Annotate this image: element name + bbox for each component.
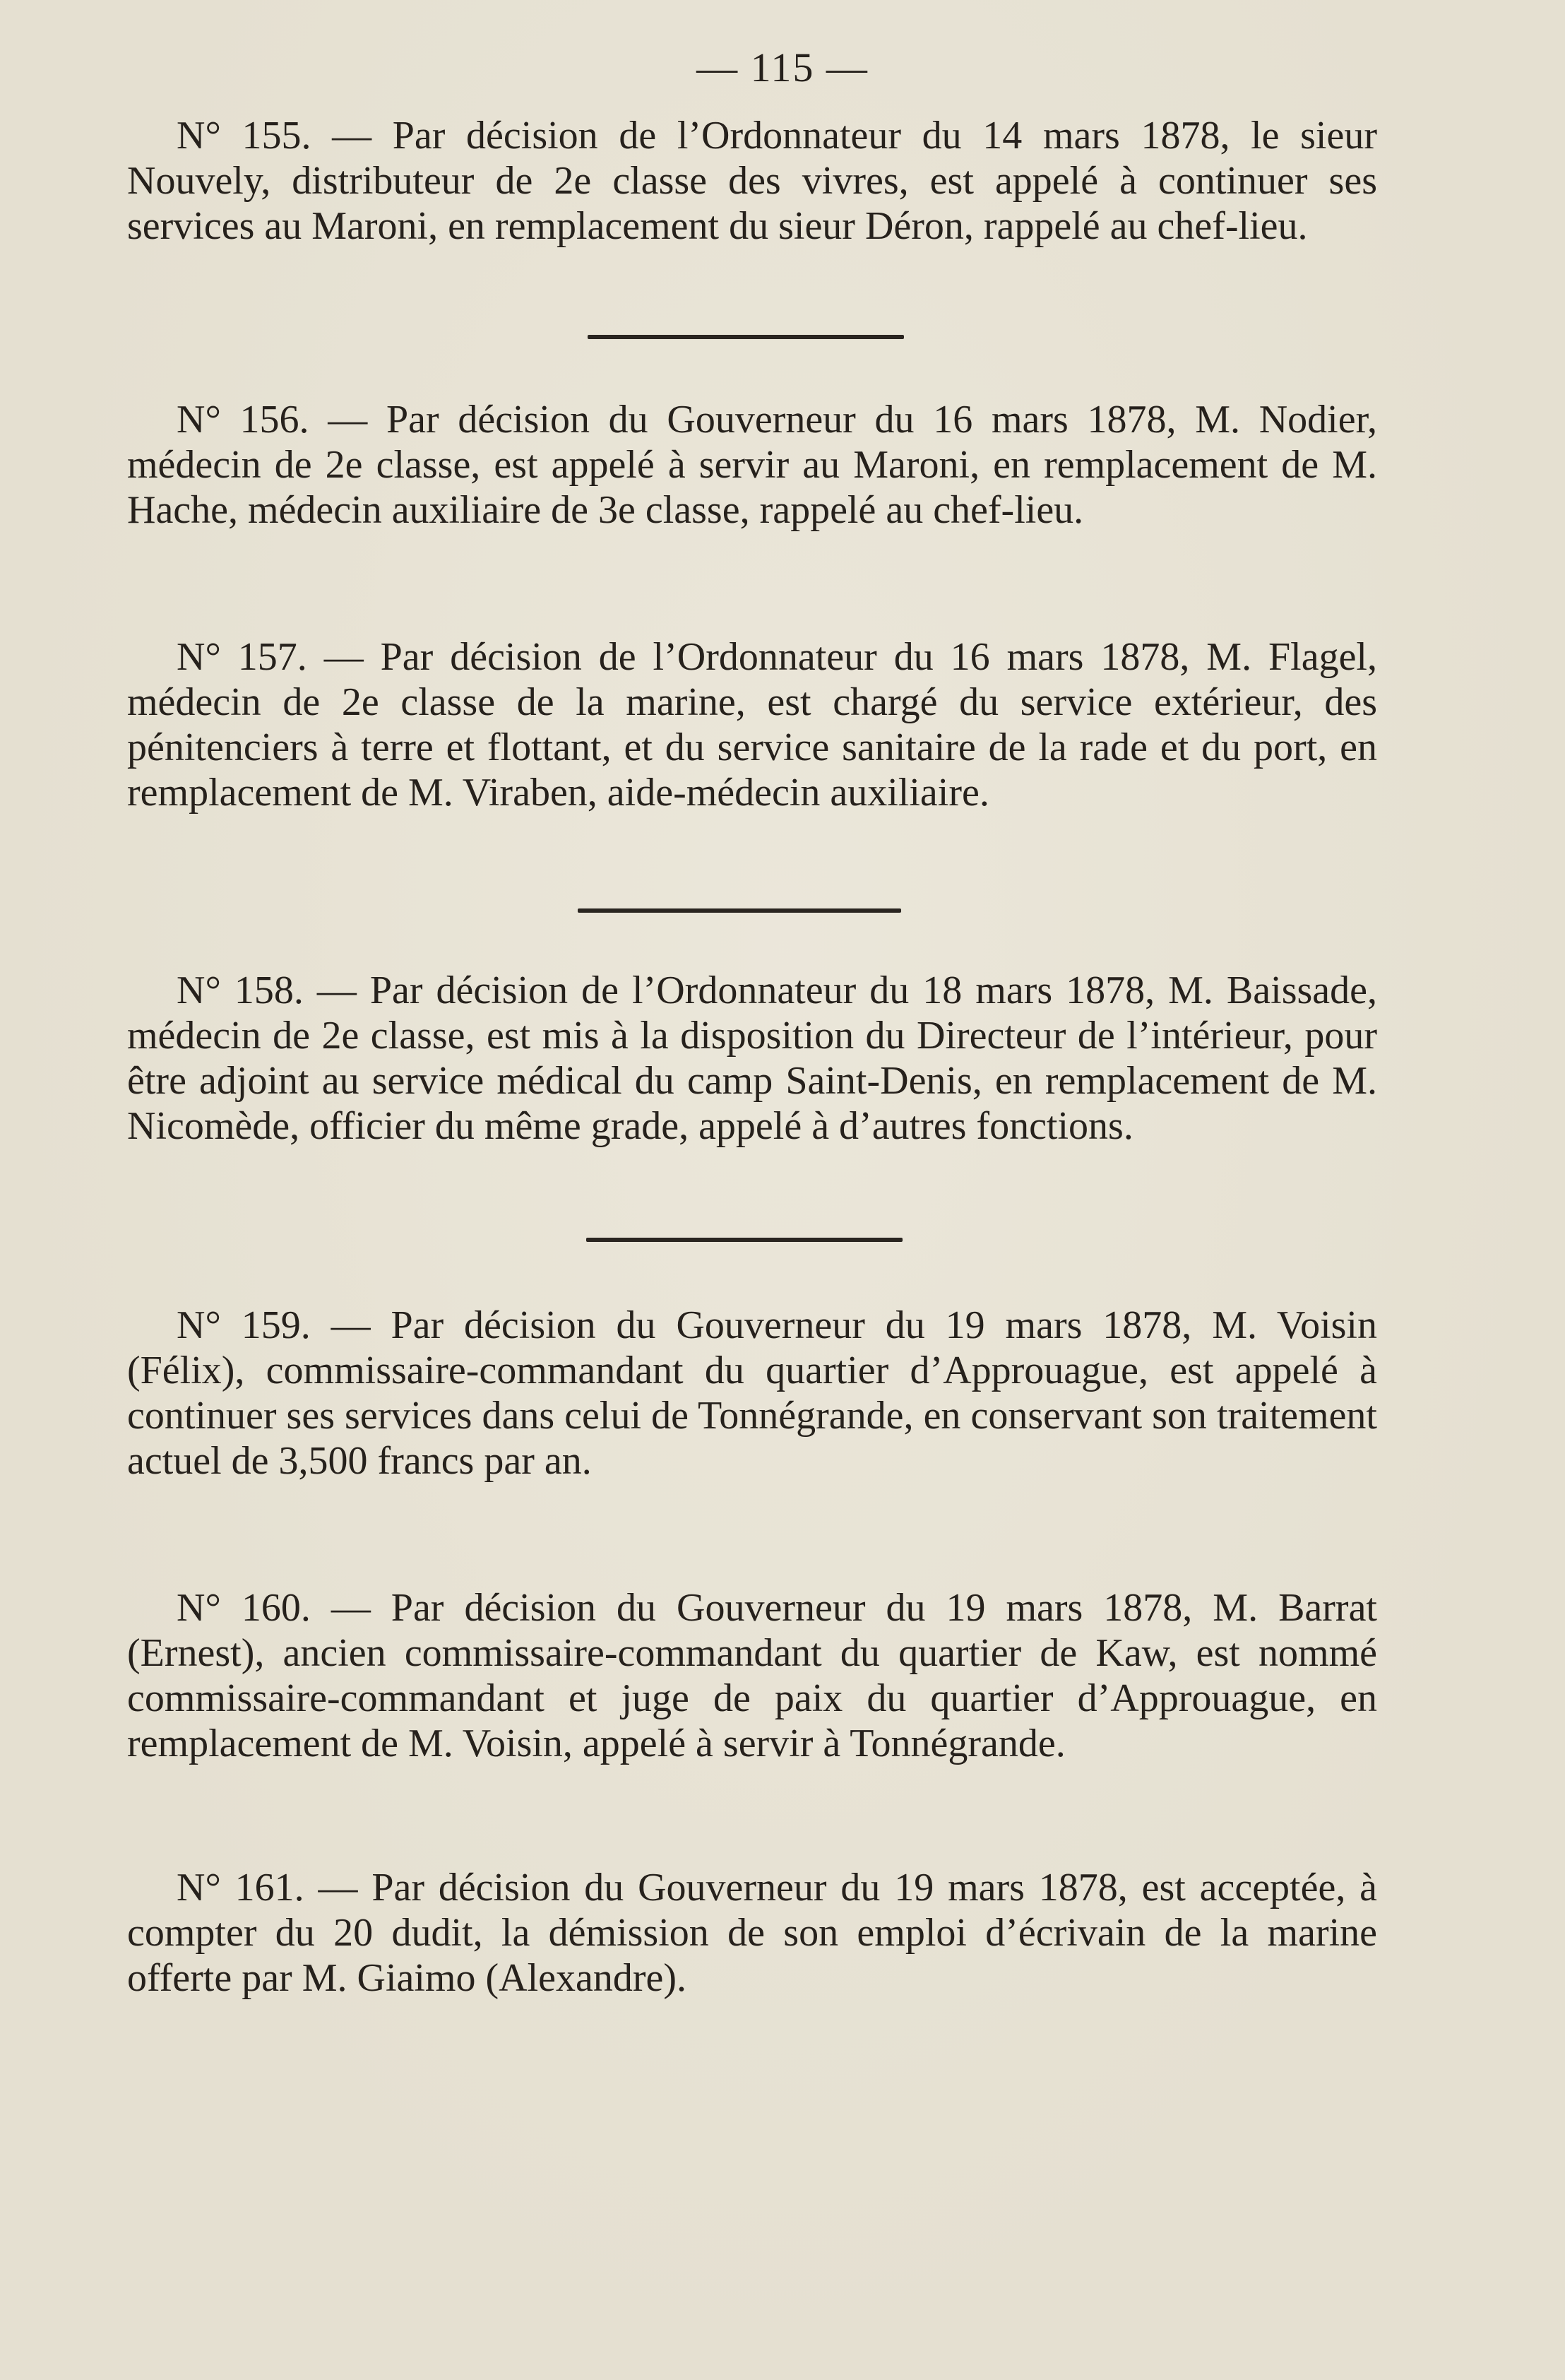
decision-entry-159: [127, 1303, 1377, 1484]
decision-entry-156: [127, 397, 1377, 533]
entry-text: — Par décision du Gouverneur du 19 mars 1878, M. Voisin (Félix), commissaire-commandant du quartier d’Approuague, est appelé à continuer ses services dans celui de Tonnégrande, en conservant son traitement actuel de 3,500 francs par an.: [127, 1303, 1377, 1483]
entry-number: N° 161.: [177, 1866, 319, 1910]
entry-text: — Par décision de l’Ordonnateur du 16 mars 1878, M. Flagel, médecin de 2e classe de la marine, est chargé du service extérieur, des pénitenciers à terre et flottant, et du service sanitaire de la rade et du port, en remplacement de M. Viraben, aide-médecin auxiliaire.: [127, 635, 1377, 815]
entry-number: N° 156.: [177, 398, 328, 442]
entry-number: N° 155.: [177, 114, 333, 158]
entry-number: N° 159.: [177, 1303, 331, 1347]
entry-text: — Par décision du Gouverneur du 16 mars 1878, M. Nodier, médecin de 2e classe, est appelé à servir au Maroni, en remplacement de M. Hache, médecin auxiliaire de 3e classe, rappelé au chef-lieu.: [127, 398, 1377, 532]
page-number: — 115 —: [696, 45, 869, 90]
decision-entry-157: [127, 634, 1377, 815]
entry-number: N° 158.: [177, 969, 317, 1012]
entry-number: N° 160.: [177, 1586, 331, 1630]
entry-number: N° 157.: [177, 635, 324, 679]
entry-text: — Par décision de l’Ordonnateur du 18 mars 1878, M. Baissade, médecin de 2e classe, est mis à la disposition du Directeur de l’intérieur, pour être adjoint au service médical du camp Saint-Denis, en remplacement de M. Nicomède, officier du même grade, appelé à d’autres fonctions.: [127, 969, 1377, 1148]
decision-entry-155: [127, 113, 1377, 249]
entry-text: — Par décision du Gouverneur du 19 mars 1878, M. Barrat (Ernest), ancien commissaire-commandant du quartier de Kaw, est nommé commissaire-commandant et juge de paix du quartier d’Approuague, en remplacement de M. Voisin, appelé à servir à Tonnégrande.: [127, 1586, 1377, 1765]
entry-text: — Par décision du Gouverneur du 19 mars 1878, est acceptée, à compter du 20 dudit, la démission de son emploi d’écrivain de la marine offerte par M. Giaimo (Alexandre).: [127, 1866, 1378, 2000]
section-divider: [588, 335, 904, 339]
entry-text: — Par décision de l’Ordonnateur du 14 mars 1878, le sieur Nouvely, distributeur de 2e classe des vivres, est appelé à continuer ses services au Maroni, en remplacement du sieur Déron, rappelé au chef-lieu.: [127, 114, 1377, 248]
decision-entry-161: [127, 1865, 1377, 2001]
section-divider: [586, 1238, 903, 1242]
decision-entry-158: [127, 968, 1377, 1149]
section-divider: [578, 908, 901, 913]
decision-entry-160: [127, 1585, 1377, 1766]
